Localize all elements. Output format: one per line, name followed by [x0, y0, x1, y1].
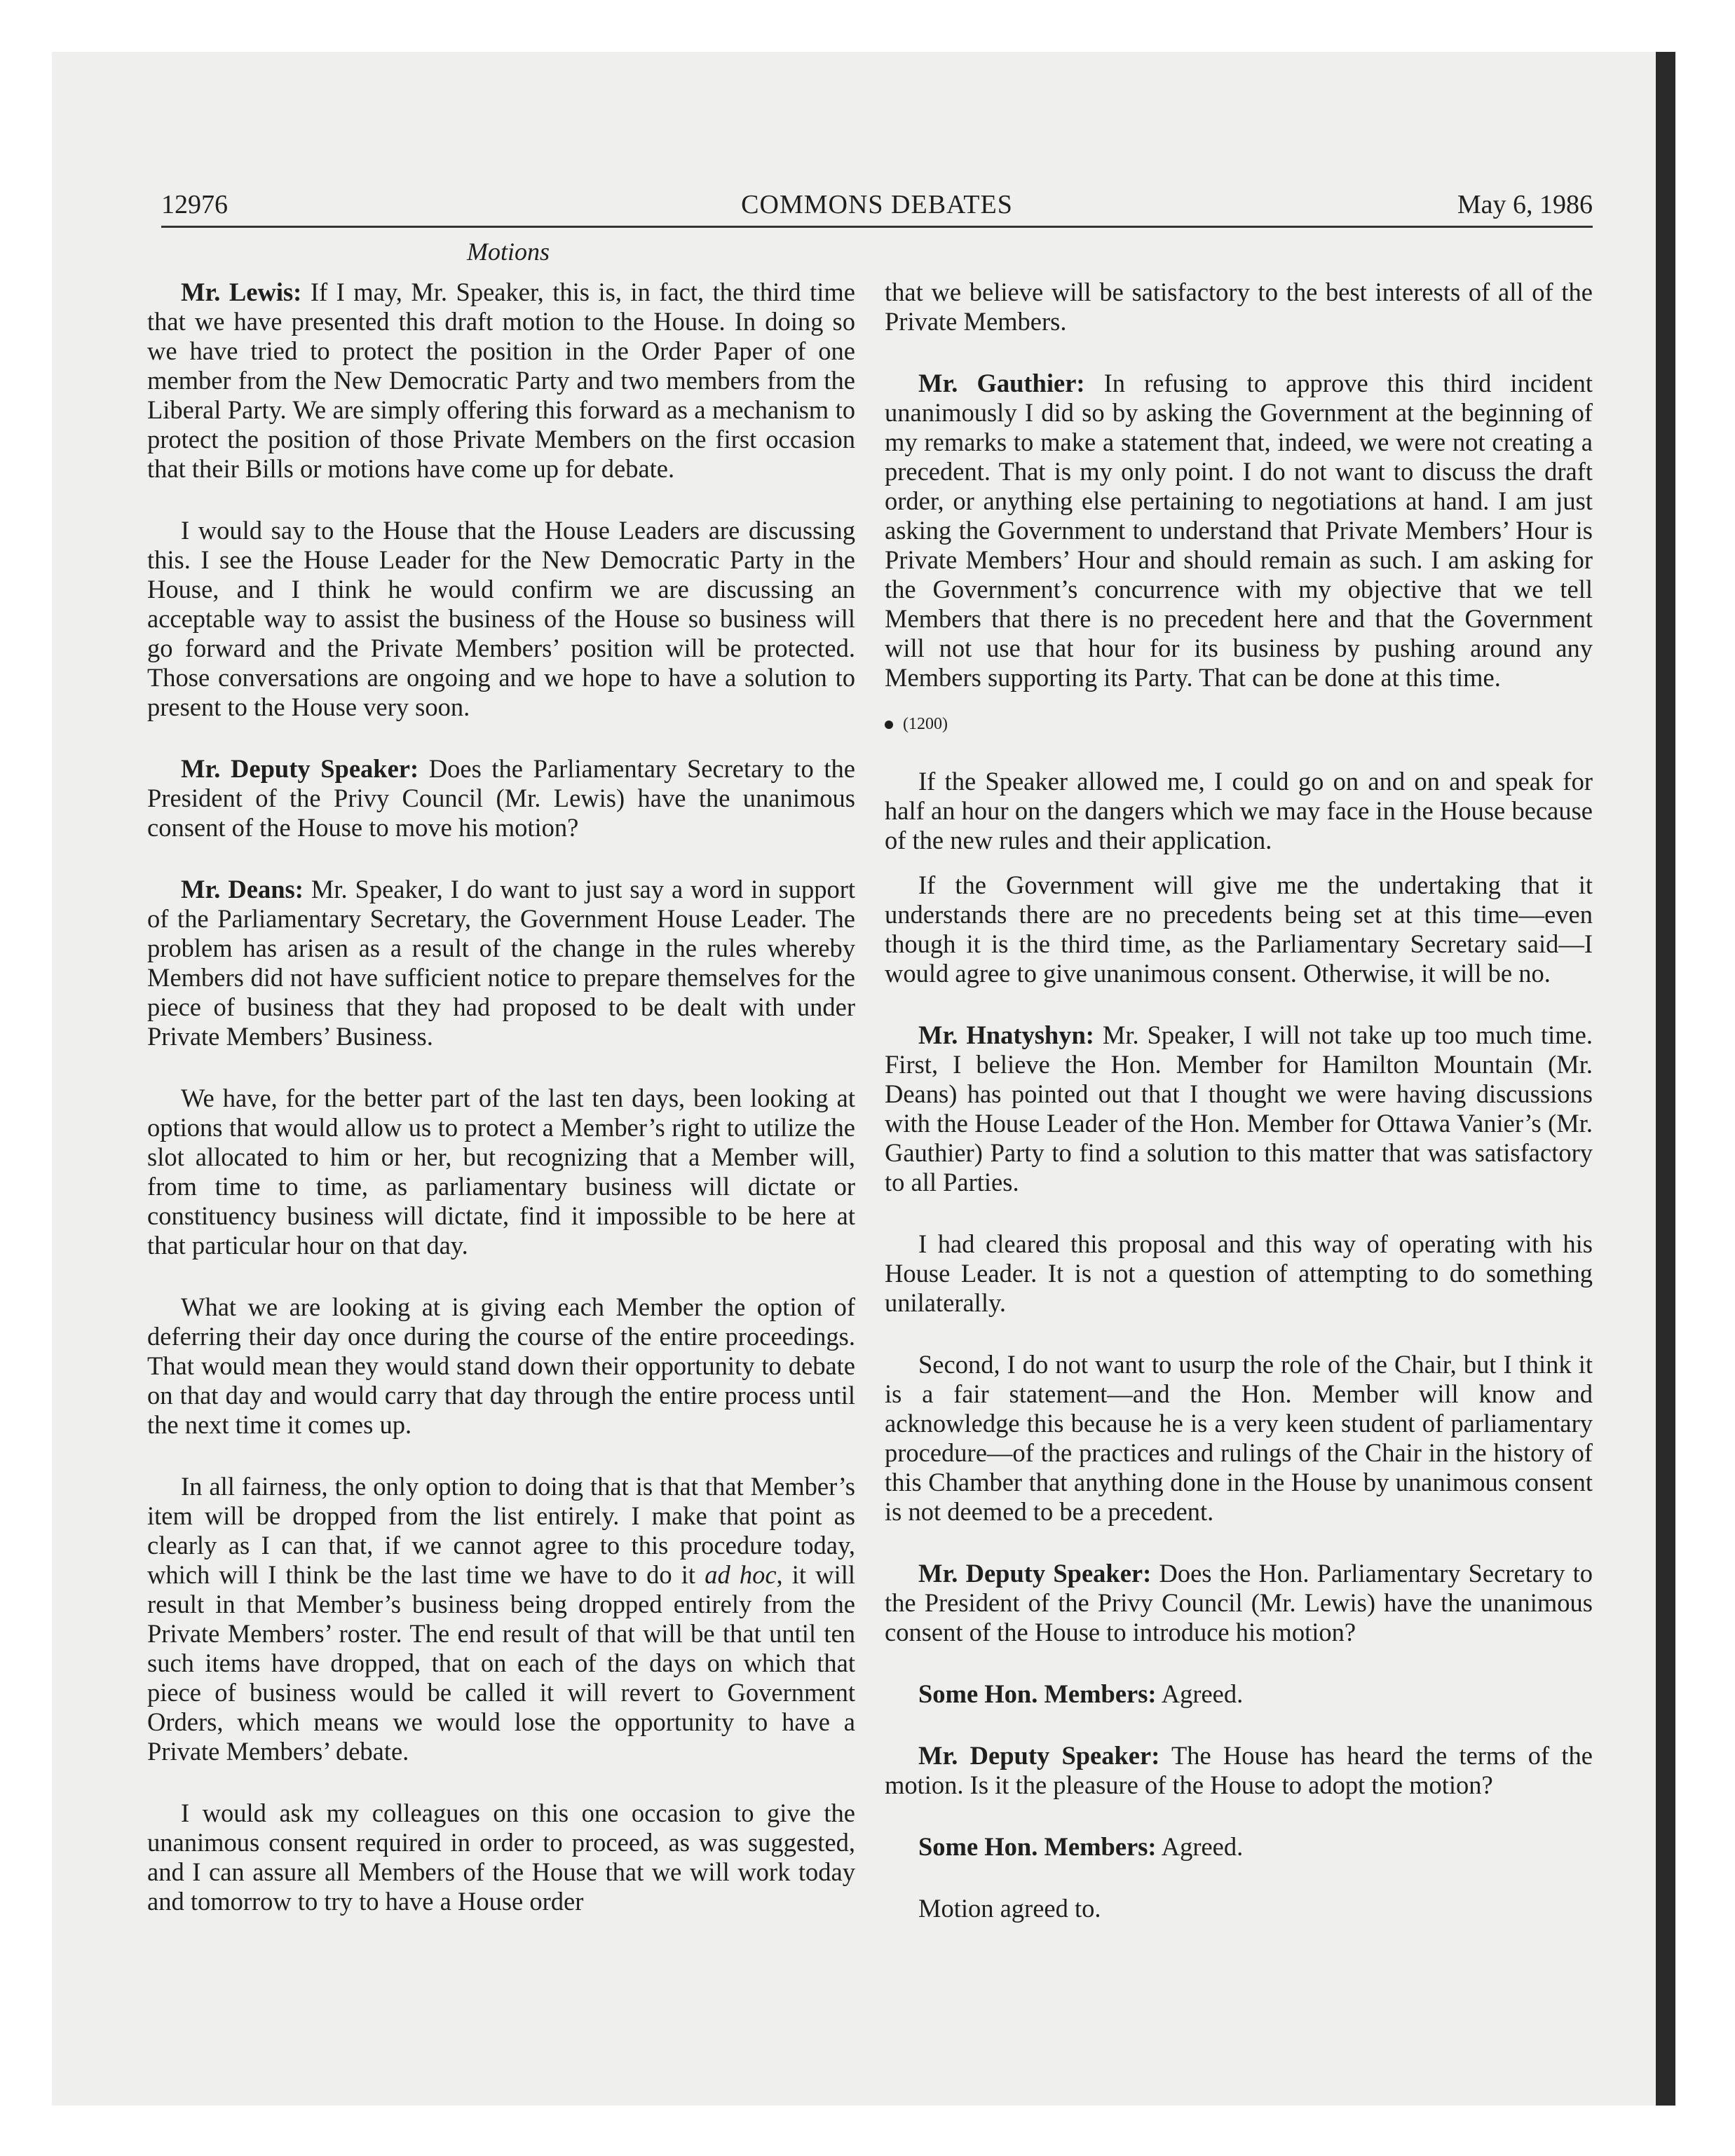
speaker-name: Mr. Gauthier: — [918, 369, 1085, 397]
speech-text: In all fairness, the only option to doing that is that that Member’s item will be dropped from the list entirely. I make that point as clearly as I can that, if we cannot agree to this procedure today, which will I think be the last time we have to do it — [147, 1472, 855, 1589]
time-stamp — [885, 714, 1593, 735]
paragraph: If the Government will give me the undertaking that it understands there are no precedents being set at this time—even though it is the third time, as the Parliamentary Secretary said—I would agree to give unanimous consent. Otherwise, it will be no. — [885, 871, 1593, 988]
speaker-name: Mr. Deans: — [181, 875, 304, 903]
paragraph — [885, 1741, 1593, 1800]
paragraph: I had cleared this proposal and this way of operating with his House Leader. It is not a question of attempting to do something unilaterally. — [885, 1229, 1593, 1317]
journal-title: COMMONS DEBATES — [741, 190, 1013, 219]
issue-date: May 6, 1986 — [1457, 190, 1593, 219]
speech-text: Does the Parliamentary Secretary to the President of the Privy Council (Mr. Lewis) have the unanimous consent of the House to move his motion? — [147, 754, 855, 842]
paragraph — [885, 369, 1593, 692]
speech-text: Agreed. — [1156, 1679, 1244, 1708]
speech-text: Does the Hon. Parliamentary Secretary to the President of the Privy Council (Mr. Lewis) have the unanimous consent of the House to introduce his motion? — [885, 1559, 1593, 1646]
paragraph — [885, 1021, 1593, 1197]
continued-paragraph: that we believe will be satisfactory to the best interests of all of the Private Members. — [885, 278, 1593, 336]
paragraph: Second, I do not want to usurp the role of the Chair, but I think it is a fair statement—and the Hon. Member will know and acknowledge this because he is a very keen student of parliamentary procedure—of the practices and rulings of the Chair in the history of this Chamber that anything done in the House by unanimous consent is not deemed to be a precedent. — [885, 1350, 1593, 1526]
paragraph: What we are looking at is giving each Member the option of deferring their day once during the course of the entire proceedings. That would mean they would stand down their opportunity to debate on that day and would carry that day through the entire process until the next time it comes up. — [147, 1292, 855, 1439]
speech-text: If I may, Mr. Speaker, this is, in fact, the third time that we have presented this draft motion to the House. In doing so we have tried to protect the position in the Order Paper of one member from the New Democratic Party and two members from the Liberal Party. We are simply offering this forward as a mechanism to protect the position of those Private Members on the first occasion that their Bills or motions have come up for debate. — [147, 278, 855, 483]
scan-edge-shadow — [1656, 52, 1675, 2106]
paragraph — [885, 1559, 1593, 1647]
section-title: Motions — [466, 238, 550, 266]
speech-text: Agreed. — [1156, 1832, 1244, 1861]
paragraph — [147, 754, 855, 842]
running-header — [161, 184, 1593, 228]
right-column — [885, 278, 1593, 1939]
paragraph: I would say to the House that the House Leaders are discussing this. I see the House Leader for the New Democratic Party in the House, and I think he would confirm we are discussing an acceptable way to assist the business of the House so business will go forward and the Private Members’ position will be protected. Those conversations are ongoing and we hope to have a solution to present to the House very soon. — [147, 516, 855, 721]
page-number: 12976 — [161, 190, 228, 219]
paragraph — [147, 278, 855, 484]
speaker-name: Mr. Lewis: — [181, 278, 302, 306]
speech-text: In refusing to approve this third incident unanimously I did so by asking the Government at the beginning of my remarks to make a statement that, indeed, we were not creating a precedent. That is my only point. I do not want to discuss the draft order, or anything else pertaining to negotiations at hand. I am just asking the Government to understand that Private Members’ Hour is Private Members’ Hour and should remain as such. I am asking for the Government’s concurrence with my objective that we tell Members that there is no precedent here and that the Government will not use that hour for its business by pushing around any Members supporting its Party. That can be done at this time. — [885, 369, 1593, 692]
paragraph: I would ask my colleagues on this one occasion to give the unanimous consent required in order to proceed, as was suggested, and I can assure all Members of the House that we will work today and tomorrow to try to have a House order — [147, 1799, 855, 1916]
paragraph — [147, 1472, 855, 1766]
speaker-name: Mr. Deputy Speaker: — [181, 754, 419, 783]
speech-text: The House has heard the terms of the motion. Is it the pleasure of the House to adopt the motion? — [885, 1741, 1593, 1799]
speaker-name: Some Hon. Members: — [918, 1832, 1157, 1861]
paragraph — [885, 1679, 1593, 1709]
paragraph: Motion agreed to. — [918, 1894, 1101, 1923]
speech-text: , it will result in that Member’s business being dropped entirely from the Private Members’ roster. The end result of that will be that until ten such items have dropped, that on each of the days on which that piece of business would be called it will revert to Government Orders, which means we would lose the opportunity to have a Private Members’ debate. — [147, 1560, 855, 1766]
speaker-name: Mr. Hnatyshyn: — [918, 1021, 1094, 1049]
speech-text: Mr. Speaker, I do want to just say a word in support of the Parliamentary Secretary, the Government House Leader. The problem has arisen as a result of the change in the rules whereby Members did not have sufficient notice to prepare themselves for the piece of business that they had proposed to be dealt with under Private Members’ Business. — [147, 875, 855, 1051]
paragraph — [147, 875, 855, 1051]
speaker-name: Mr. Deputy Speaker: — [918, 1559, 1152, 1588]
paragraph: If the Speaker allowed me, I could go on and on and speak for half an hour on the dangers which we may face in the House because of the new rules and their application. — [885, 767, 1593, 854]
paragraph — [885, 1832, 1593, 1862]
italic-phrase: ad hoc — [705, 1560, 777, 1589]
bullet-icon — [885, 721, 893, 729]
time-stamp-text: (1200) — [903, 715, 948, 733]
paragraph: We have, for the better part of the last ten days, been looking at options that would allow us to protect a Member’s right to utilize the slot allocated to him or her, but recognizing that a Member will, from time to time, as parliamentary business will dictate or constituency business will dictate, find it impossible to be here at that particular hour on that day. — [147, 1084, 855, 1260]
speaker-name: Some Hon. Members: — [918, 1679, 1157, 1708]
left-column — [147, 278, 855, 1916]
speaker-name: Mr. Deputy Speaker: — [918, 1741, 1160, 1770]
speech-text: Mr. Speaker, I will not take up too much time. First, I believe the Hon. Member for Hamilton Mountain (Mr. Deans) has pointed out that I thought we were having discussions with the House Leader of the Hon. Member for Ottawa Vanier’s (Mr. Gauthier) Party to find a solution to this matter that was satisfactory to all Parties. — [885, 1021, 1593, 1196]
